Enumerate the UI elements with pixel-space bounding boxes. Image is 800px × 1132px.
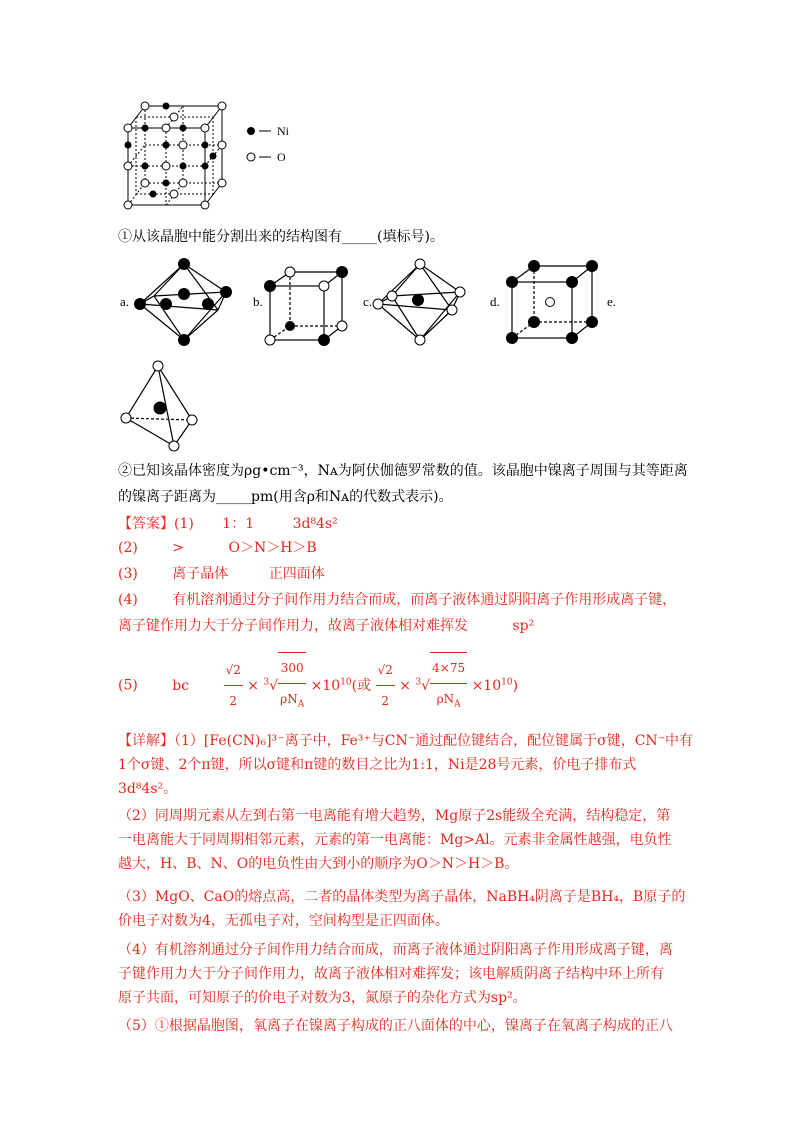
answer-4-text-1: 有机溶剂通过分子间作用力结合而成，而离子液体通过阴阳离子作用形成离子键， (172, 592, 677, 608)
detail-paragraph-4-line-1: （4）有机溶剂通过分子间作用力结合而成，而离子液体通过阴阳离子作用形成离子键，离 (118, 942, 673, 958)
answer-3-value-2: 正四面体 (268, 566, 325, 582)
answer-5-value-1: bc (172, 677, 190, 694)
option-a-label: a. (120, 294, 130, 309)
answer-4-sp: sp² (512, 618, 535, 634)
answer-2-number: (2) (118, 540, 138, 556)
detail-paragraph-1-line-2: 1个σ键、2个π键，所以σ键和π键的数目之比为1:1，Ni是28号元素，价电子排布式 (118, 757, 637, 773)
option-e-figure (118, 358, 202, 458)
detail-paragraph-1-line-3: 3d⁸4s²。 (118, 781, 178, 797)
detail-paragraph-4-line-3: 原子共面，可知原子的价电子对数为3，氮原子的杂化方式为sp²。 (118, 990, 527, 1006)
answer-row-3 (118, 564, 325, 584)
option-c-label: c. (363, 294, 373, 309)
legend-o-label: O (277, 150, 286, 164)
question-part-2-line-2: 的镍离子距离为_____pm(用含ρ和Nᴀ的代数式表示)。 (118, 489, 453, 505)
detail-paragraph-2-line-3: 越大，H、B、N、O的电负性由大到小的顺序为O＞N＞H＞B。 (118, 856, 519, 872)
option-d-label: d. (490, 294, 500, 309)
option-d-figure (500, 254, 600, 346)
answer-1-value-2: 3d⁸4s² (292, 516, 338, 532)
detail-paragraph-5-line-1: （5）①根据晶胞图，氧离子在镍离子构成的正八面体的中心，镍离子在氧离子构成的正八 (118, 1018, 673, 1034)
answer-5-formula: $\frac{√2}{2}$ × $^3$√ $\frac{300}{\rho N_A}$ $\times 10^{10}$(或 $\frac{√2}{2}$ × $^3$√ $\frac{4\times 75}{\rho N_A}$ $\times 10^{10}$) (224, 678, 518, 694)
answer-row-2 (118, 538, 317, 558)
question-part-1: ①从该晶胞中能分割出来的结构图有_____(填标号)。 (118, 229, 444, 245)
detail-paragraph-3-line-2: 价电子对数为4，无孤电子对，空间构型是正四面体。 (118, 913, 449, 929)
detail-paragraph-3-line-1: （3）MgO、CaO的熔点高，二者的晶体类型为离子晶体，NaBH₄阴离子是BH₄，B原子的 (118, 889, 686, 905)
nio-unit-cell-figure (118, 98, 228, 216)
answer-row-1 (118, 514, 338, 534)
option-b-figure (262, 264, 352, 346)
answer-2-value-2: O＞N＞H＞B (228, 540, 317, 556)
option-e-label: e. (607, 294, 617, 309)
answer-4-number: (4) (118, 592, 138, 608)
answer-3-value-1: 离子晶体 (172, 566, 229, 582)
detail-tag: 【详解】 (118, 733, 174, 749)
answer-row-4-line-2 (118, 616, 534, 636)
o-legend-symbol (245, 151, 275, 163)
legend-ni-label: Ni (277, 124, 289, 138)
answer-1-value-1: 1：1 (222, 516, 255, 532)
detail-p1-text-1: （1）[Fe(CN)₆]³⁻离子中，Fe³⁺与CN⁻通过配位键结合，配位键属于σ键，CN⁻中有 (174, 733, 694, 749)
answer-row-4-line-1 (118, 590, 676, 610)
detail-paragraph-1-line-1 (118, 731, 693, 751)
option-c-figure (368, 256, 472, 348)
answer-tag: 【答案】 (118, 516, 174, 532)
option-a-figure (128, 256, 238, 348)
answer-row-5 (118, 652, 518, 719)
detail-paragraph-4-line-2: 子键作用力大于分子间作用力，故离子液体相对难挥发；该电解质阴离子结构中环上所有 (118, 966, 664, 982)
answer-4-text-2: 离子键作用力大于分子间作用力，故离子液体相对难挥发 (118, 618, 468, 634)
detail-paragraph-2-line-1: （2）同周期元素从左到右第一电离能有增大趋势，Mg原子2s能级全充满，结构稳定，第 (118, 808, 671, 824)
ni-legend-symbol (245, 125, 275, 137)
answer-5-number: (5) (118, 677, 138, 694)
question-part-2-line-1: ②已知该晶体密度为ρg•cm⁻³，Nᴀ为阿伏伽德罗常数的值。该晶胞中镍离子周围与其等距离 (118, 463, 688, 479)
option-b-label: b. (253, 294, 263, 309)
answer-2-value-1: > (172, 540, 185, 556)
detail-paragraph-2-line-2: 一电离能大于同周期相邻元素，元素的第一电离能：Mg>Al。元素非金属性越强，电负性 (118, 832, 672, 848)
answer-3-number: (3) (118, 566, 138, 582)
answer-1-number: (1) (174, 516, 194, 532)
